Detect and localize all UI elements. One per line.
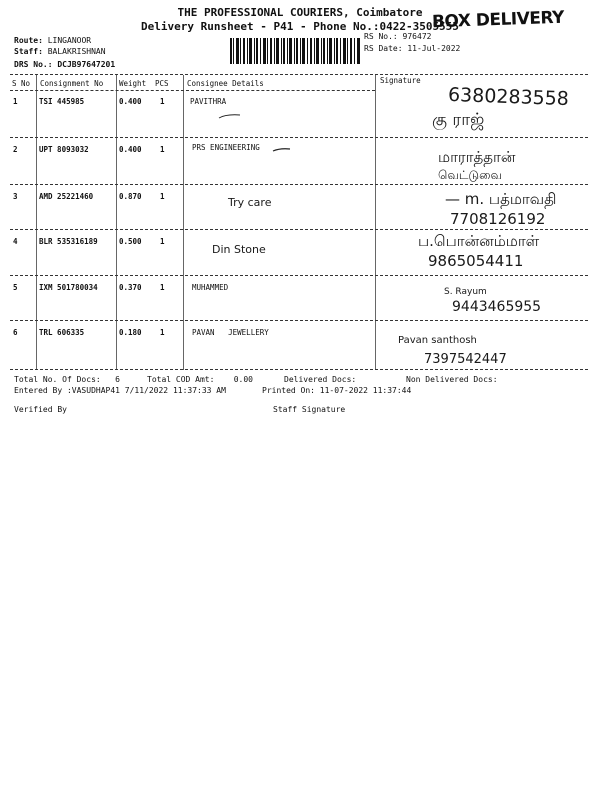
- row-rule: [10, 229, 588, 230]
- printed-on: Printed On: 11-07-2022 11:37:44: [262, 386, 412, 395]
- table-top-rule: [10, 74, 588, 75]
- drs-line: DRS No.: DCJB97647201: [14, 60, 116, 69]
- row-2-signature-line1: மாராத்தான்: [438, 148, 516, 166]
- row-rule: [10, 275, 588, 276]
- row-3-pcs: 1: [160, 192, 165, 201]
- pen-mark-icon: [218, 112, 242, 120]
- col-divider: [36, 75, 37, 370]
- row-3-signature-name: — m. பத்மாவதி: [445, 190, 557, 208]
- row-6-signature-phone: 7397542447: [424, 352, 507, 367]
- total-docs: Total No. Of Docs: 6: [14, 375, 120, 384]
- staff-line: Staff: BALAKRISHNAN: [14, 47, 106, 56]
- pen-mark-icon: [272, 146, 292, 154]
- header-sno: S No: [12, 79, 31, 88]
- row-6-pcs: 1: [160, 328, 165, 337]
- row-6-consignee: PAVAN JEWELLERY: [192, 328, 269, 337]
- row-4-consignment: BLR 535316189: [39, 237, 98, 246]
- row-4-signature-phone: 9865054411: [428, 252, 524, 270]
- header-weight: Weight: [119, 79, 147, 88]
- row-4-handwritten-note: Din Stone: [212, 243, 266, 256]
- row-1-signature-phone: 6380283558: [447, 83, 570, 111]
- non-delivered-docs: Non Delivered Docs:: [406, 375, 498, 384]
- row-rule: [10, 137, 588, 138]
- total-cod: Total COD Amt: 0.00: [147, 375, 253, 384]
- col-divider: [116, 75, 117, 370]
- row-6-consignment: TRL 606335: [39, 328, 85, 337]
- delivered-docs: Delivered Docs:: [284, 375, 357, 384]
- row-2-signature-line2: வெட்டுவை: [438, 168, 502, 182]
- row-6-signature-name: Pavan santhosh: [398, 335, 477, 346]
- col-divider: [375, 75, 376, 370]
- row-4-sno: 4: [13, 237, 18, 246]
- row-6-weight: 0.180: [119, 328, 142, 337]
- row-1-consignee: PAVITHRA: [190, 97, 227, 106]
- header-consignment: Consignment No: [40, 79, 104, 88]
- row-1-signature-name: கு ராஜ்: [432, 110, 485, 130]
- entered-by: Entered By :VASUDHAP41 7/11/2022 11:37:33 AM: [14, 386, 226, 395]
- table-bottom-rule: [10, 369, 588, 370]
- row-5-consignee: MUHAMMED: [192, 283, 229, 292]
- box-delivery-stamp: BOX DELIVERY: [431, 7, 565, 33]
- row-1-weight: 0.400: [119, 97, 142, 106]
- row-5-sno: 5: [13, 283, 18, 292]
- document-title: THE PROFESSIONAL COURIERS, Coimbatore: [177, 6, 423, 19]
- document-subtitle: Delivery Runsheet - P41 - Phone No.:0422-3505555: [141, 20, 459, 33]
- row-4-pcs: 1: [160, 237, 165, 246]
- row-3-weight: 0.870: [119, 192, 142, 201]
- row-4-signature-name: ப.பொன்னம்மாள்: [418, 232, 540, 250]
- row-2-weight: 0.400: [119, 145, 142, 154]
- row-3-consignment: AMD 25221460: [39, 192, 94, 201]
- rs-date-line: RS Date: 11-Jul-2022: [364, 44, 461, 53]
- row-1-pcs: 1: [160, 97, 165, 106]
- header-consignee: Consignee Details: [187, 79, 264, 88]
- row-rule: [10, 320, 588, 321]
- row-2-consignee: PRS ENGINEERING: [192, 143, 260, 152]
- header-pcs: PCS: [155, 79, 169, 88]
- row-4-weight: 0.500: [119, 237, 142, 246]
- staff-signature: Staff Signature: [273, 405, 346, 414]
- col-divider: [183, 75, 184, 370]
- row-5-signature-phone: 9443465955: [452, 299, 542, 315]
- row-5-signature-name: S. Rayum: [444, 287, 487, 297]
- row-6-sno: 6: [13, 328, 18, 337]
- row-1-sno: 1: [13, 97, 18, 106]
- row-2-pcs: 1: [160, 145, 165, 154]
- header-signature: Signature: [380, 76, 421, 85]
- row-5-weight: 0.370: [119, 283, 142, 292]
- row-3-signature-phone: 7708126192: [450, 210, 546, 228]
- row-2-consignment: UPT 8093032: [39, 145, 89, 154]
- row-5-pcs: 1: [160, 283, 165, 292]
- route-line: Route: LINGANOOR: [14, 36, 92, 45]
- row-1-consignment: TSI 445985: [39, 97, 85, 106]
- row-3-sno: 3: [13, 192, 18, 201]
- row-5-consignment: IXM 501780034: [39, 283, 98, 292]
- row-3-handwritten-note: Try care: [228, 196, 272, 209]
- row-2-sno: 2: [13, 145, 18, 154]
- header-rule: [10, 90, 375, 91]
- verified-by: Verified By: [14, 405, 67, 414]
- barcode: [230, 38, 360, 64]
- rs-no-line: RS No.: 976472: [364, 32, 432, 41]
- row-rule: [10, 184, 588, 185]
